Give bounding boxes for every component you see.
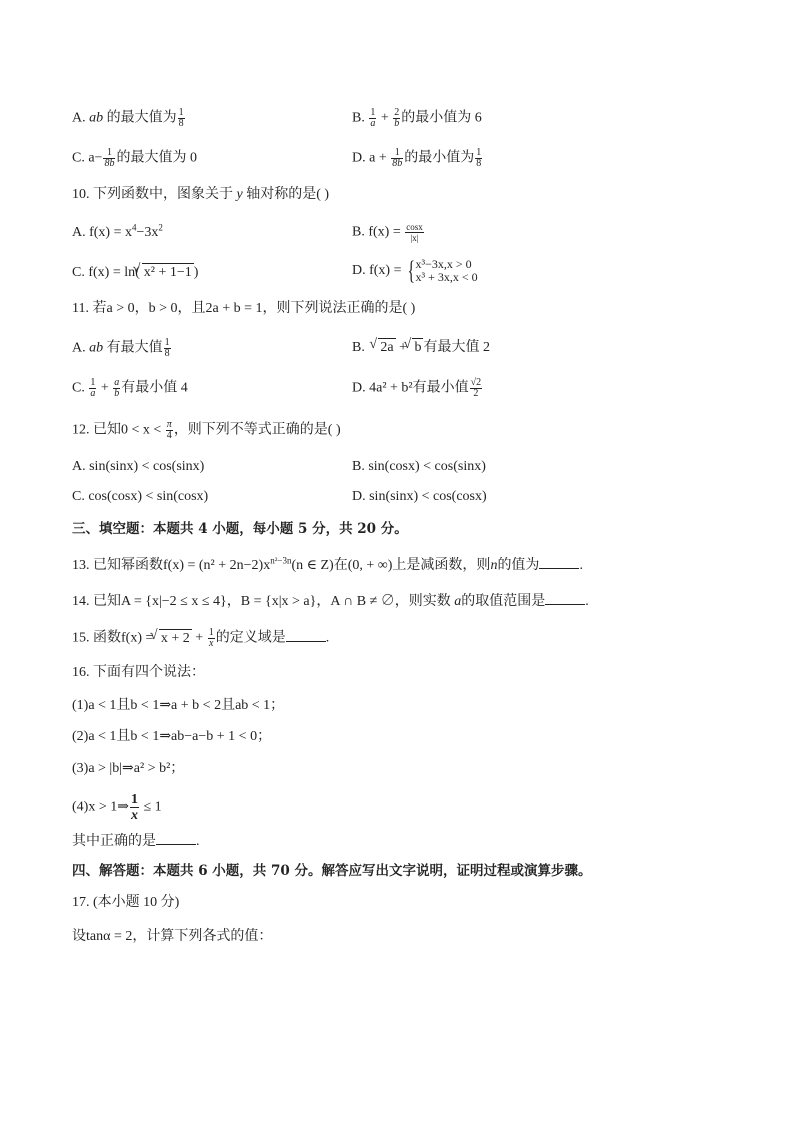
q14-answer-blank[interactable]	[545, 592, 585, 605]
q17-heading: 17. (本小题 10 分)	[72, 895, 180, 910]
q15: 15. 函数f(x) = √ x + 2 + $\frac{1}{x}$ 的定义域是 .	[72, 628, 329, 649]
q16-answer-blank[interactable]	[156, 832, 196, 845]
q9-option-a: A. ab 的最大值为 $\frac{1}{8}$	[72, 107, 184, 129]
q16-stem: 16. 下面有四个说法：	[72, 665, 205, 680]
q16-statement-1: (1)a < 1且b < 1⇒a + b < 2且ab < 1；	[72, 698, 285, 713]
q17-stem: 设tanα = 2，计算下列各式的值：	[72, 929, 273, 944]
q12-option-d: D. sin(sinx) < cos(cosx)	[352, 489, 487, 504]
q9-option-d: D. a + $\frac{1}{8b}$ 的最小值为 $\frac{1}{8}$	[352, 147, 482, 169]
q11-option-c: C. $\frac{1}{a}$ + $\frac{a}{b}$ 有最小值 4	[72, 377, 188, 399]
q10-option-b: B. f(x) = $\frac{\cos x}{|x|}$	[352, 222, 423, 243]
q11-option-d: D. 4a² + b²有最小值 $\frac{√2}{2}$	[352, 377, 482, 399]
q10-option-a: A. $f(x) = x^4-3x^2$	[72, 222, 163, 240]
q14: 14. 已知A = {x|−2 ≤ x ≤ 4}，B = {x|x > a}，A ∩ B ≠ ∅，则实数 a的取值范围是 .	[72, 594, 589, 609]
section-3-heading: 三、填空题：本题共 4 小题，每小题 5 分，共 20 分。	[72, 521, 408, 537]
q9-option-b: B. $\frac{1}{a}$ + $\frac{2}{b}$ 的最小值为 6	[352, 107, 482, 129]
q11-option-b: B. √ 2a + √ b 有最大值 2	[352, 338, 490, 357]
section-4-heading: 四、解答题：本题共 6 小题，共 70 分。解答应写出文字说明，证明过程或演算步骤。	[72, 863, 592, 879]
q10-stem: 10. 下列函数中，图象关于 y 轴对称的是( )	[72, 187, 330, 202]
q10-option-c: C. f(x) = ln(√ x² + 1−1 )	[72, 263, 198, 282]
q12-stem: 12. 已知0 < x < $\frac{\pi}{4}$ ，则下列不等式正确的是( )	[72, 419, 341, 441]
q12-option-c: C. cos(cosx) < sin(cosx)	[72, 489, 209, 504]
q16-statement-2: (2)a < 1且b < 1⇒ab−a−b + 1 < 0；	[72, 729, 272, 744]
q16-tail: 其中正确的是 .	[72, 834, 200, 849]
q13: 13. 已知幂函数$f(x) = (n^2 + 2n-2)x^{n^2-3n}(n$ ∈ Z)在(0, + ∞)上是减函数，则n的值为 .	[72, 555, 583, 573]
q13-answer-blank[interactable]	[539, 556, 579, 569]
q12-option-a: A. sin(sinx) < cos(sinx)	[72, 459, 205, 474]
q9-option-c: C. a− $\frac{1}{8b}$ 的最大值为 0	[72, 147, 197, 169]
q11-stem: 11. 若a > 0，b > 0，且2a + b = 1，则下列说法正确的是( )	[72, 301, 416, 316]
q15-answer-blank[interactable]	[286, 629, 326, 642]
q10-option-d: D. f(x) = { x³−3x,x > 0 x³ + 3x,x < 0	[352, 256, 478, 285]
q16-statement-3: (3)a > |b|⇒a² > b²；	[72, 761, 185, 776]
q16-statement-4: (4)x > 1⇒ $\frac{1}{x}$ ≤ 1	[72, 792, 162, 823]
q12-option-b: B. sin(cosx) < cos(sinx)	[352, 459, 486, 474]
q11-option-a: A. ab 有最大值 $\frac{1}{8}$	[72, 337, 170, 359]
